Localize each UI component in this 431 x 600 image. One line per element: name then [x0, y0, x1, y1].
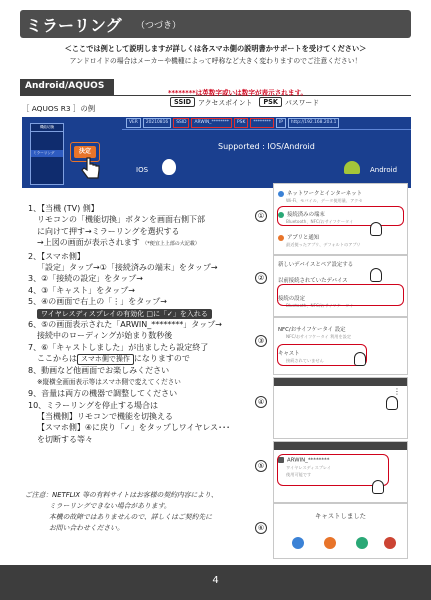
tap-hand-icon — [370, 268, 382, 282]
row-sub: 最近使ったアプリ、デフォルトのアプリ — [286, 242, 361, 247]
apple-icon — [162, 159, 176, 175]
ssid-chip: SSID — [173, 118, 189, 128]
row-title: アプリと通知 — [287, 235, 320, 241]
step-line: →上図の画面が表示されます （*便宜上上部の大記載） — [37, 238, 200, 248]
screen-number-4: ④ — [255, 396, 267, 408]
screen-5-device-list — [273, 441, 408, 503]
row-sub: NFC/おサイフケータイ 利用を設定 — [286, 334, 352, 339]
step-note: （*便宜上上部の大記載） — [142, 241, 200, 248]
section-title: Android/AQUOS — [20, 79, 114, 95]
screen-number-5: ⑤ — [255, 460, 267, 472]
android-icon — [344, 161, 360, 174]
status-bar — [274, 442, 408, 450]
screen-number-2: ② — [255, 272, 267, 284]
row-sub: Bluetooth、NFC/おサイフケータイ — [286, 219, 354, 224]
cast-row[interactable]: キャスト — [278, 351, 300, 357]
example-label: ［ AQUOS R3 ］の例 — [22, 104, 96, 113]
step-line: 1、【当機 (TV) 側】 — [28, 204, 99, 213]
step-line: 【スマホ側】④に戻り「✓」をタップしワイヤレス･･･ — [37, 423, 231, 433]
screen-3-connection-settings — [273, 317, 408, 375]
step-line: 【当機側】リモコンで機能を切換える — [37, 411, 173, 421]
step-line: 4、③「キャスト」をタップ→ — [28, 285, 135, 295]
screen-4-cast — [273, 377, 408, 439]
network-icon — [278, 191, 284, 197]
screen-2-connected-devices — [273, 255, 408, 317]
screen-number-6: ⑥ — [255, 522, 267, 534]
caution-line: お問い合わせください。 — [49, 524, 124, 532]
psk-value: ******** — [250, 118, 274, 128]
step-line: 9、音量は両方の機器で調整してください — [28, 389, 178, 399]
step-line — [28, 308, 260, 319]
connection-settings-row[interactable]: 接続の設定 — [278, 296, 305, 302]
step-line: 10、ミラーリングを停止する場合は — [28, 400, 159, 410]
header-bar — [20, 10, 411, 38]
notice-line-1: ＜ここでは例として説明しますが詳しくは各スマホ側の説明書かサポートを受けてください＞ — [64, 44, 367, 53]
highlight-oval — [277, 284, 404, 306]
decide-button[interactable]: 決定 — [74, 146, 96, 158]
tap-hand-icon — [354, 352, 366, 366]
cast-done-message: キャストしました — [314, 512, 367, 520]
pointing-hand-icon — [80, 156, 102, 182]
step-line: 接続中のローディングが始まり数秒後 — [37, 331, 173, 341]
ssid-desc: アクセスポイント — [198, 99, 253, 107]
psk-chip: PSK — [234, 118, 248, 128]
row-title: ネットワークとインターネット — [287, 191, 362, 197]
wireless-display-pill: ワイヤレスディスプレイの有効化 □に「✓」を入れる — [37, 309, 212, 319]
page-subtitle: （つづき） — [136, 21, 182, 31]
row-sub: Wi-Fi、モバイル、データ使用量、アクセ — [286, 198, 363, 203]
step-line: 3、②「接続の設定」をタップ→ — [28, 274, 143, 284]
step-line: 5、④の画面で右上の「⋮」をタップ→ — [28, 297, 167, 307]
apps-icon — [278, 235, 284, 241]
device-sub: ワイヤレスディスプレイ — [286, 464, 331, 470]
caution-note — [25, 490, 265, 534]
ssid-psk-legend — [170, 97, 319, 107]
step-line: 7、⑥「キャストしました」が出ましたら設定終了 — [28, 342, 209, 352]
highlight-oval — [277, 206, 404, 226]
step-subnote: ※縦横全画面表示等はスマホ側で変えてください — [37, 377, 181, 386]
row-sub: Bluetooth、NFC/おサイフケータイ — [286, 303, 354, 308]
cast-done-icons — [274, 532, 408, 554]
step-line: 2、【スマホ側】 — [28, 251, 85, 261]
step-line: ここからは スマホ側で操作 になりますので — [37, 354, 190, 364]
ver-value: 20210816 — [143, 118, 171, 128]
row-sub: 接続されていません — [286, 358, 324, 363]
page-number: 4 — [212, 575, 219, 586]
page-footer — [0, 565, 431, 600]
ver-chip: VER — [126, 118, 141, 128]
highlight-oval — [277, 454, 389, 486]
row-title: 接続済みの端末 — [287, 212, 325, 218]
instruction-steps — [28, 203, 260, 445]
ip-chip: IP — [276, 118, 286, 128]
caution-line: ご注意：NETFLIX 等の有料サイトはお客様の契約内容により、 — [25, 491, 218, 499]
step-line: 8、動画など他画面でお楽しみください — [28, 366, 170, 376]
caution-line: ミラーリングできない場合があります。 — [49, 502, 171, 510]
step-line: リモコンの「機能切換」ボタンを画面右側下部 — [37, 215, 205, 225]
previous-devices-row: 以前接続されていたデバイス — [278, 278, 348, 284]
android-label: Android — [370, 166, 398, 174]
notice-line-2: アンドロイドの場合はメーカーや機種によって呼称など大きく変わりますのでご注意ください！ — [69, 57, 362, 65]
function-switch-menu — [30, 123, 64, 185]
device-row[interactable]: ARWIN_******** — [274, 456, 407, 465]
page-title: ミラーリング — [26, 16, 122, 35]
status-bar — [274, 378, 408, 386]
overflow-menu-icon[interactable]: ⋮ — [393, 387, 401, 396]
tap-hand-icon — [372, 480, 384, 494]
step-line: 「設定」タップ→①「接続済みの端末」をタップ→ — [37, 263, 218, 273]
screen-6-cast-done — [273, 503, 408, 559]
step-line: を切断する等々 — [37, 434, 93, 444]
screen-number-3: ③ — [255, 335, 267, 347]
nfc-row: NFC/おサイフケータイ 設定 — [278, 327, 346, 333]
screen-number-1: ① — [255, 210, 267, 222]
ip-value: http://192.168.203.1 — [288, 118, 340, 128]
pair-new-row: 新しいデバイスとペア設定する — [278, 262, 354, 268]
asterisk-note: ********は英数字或いは数字が表示されます。 — [168, 89, 308, 97]
device-sub-2: 使用可能です — [286, 471, 312, 477]
screen-1-settings — [273, 183, 408, 255]
ssid-tag: SSID — [170, 97, 195, 107]
caution-line: 本機の故障ではありませんので、詳しくはご契約先に — [49, 513, 212, 521]
tap-hand-icon — [370, 222, 382, 236]
smartphone-operation-tag: スマホ側で操作 — [77, 354, 134, 365]
step-line: 6、⑤の画面表示された「ARWIN_********」タップ→ — [28, 320, 222, 330]
tap-hand-icon — [386, 396, 398, 410]
psk-desc: パスワード — [285, 99, 319, 107]
menu-title: 機能切換 — [31, 124, 63, 132]
tv-info-bar — [126, 118, 411, 128]
tv-divider — [122, 129, 411, 130]
menu-item-mirroring: ミラーリング — [31, 150, 63, 157]
step-line: に向けて押す→ミラーリングを選択する — [37, 226, 180, 236]
menu-item — [31, 169, 63, 175]
ios-label: IOS — [136, 166, 149, 174]
ssid-value: ARWIN_******** — [191, 118, 232, 128]
supported-text: Supported : IOS/Android — [218, 142, 315, 151]
psk-tag: PSK — [259, 97, 282, 107]
